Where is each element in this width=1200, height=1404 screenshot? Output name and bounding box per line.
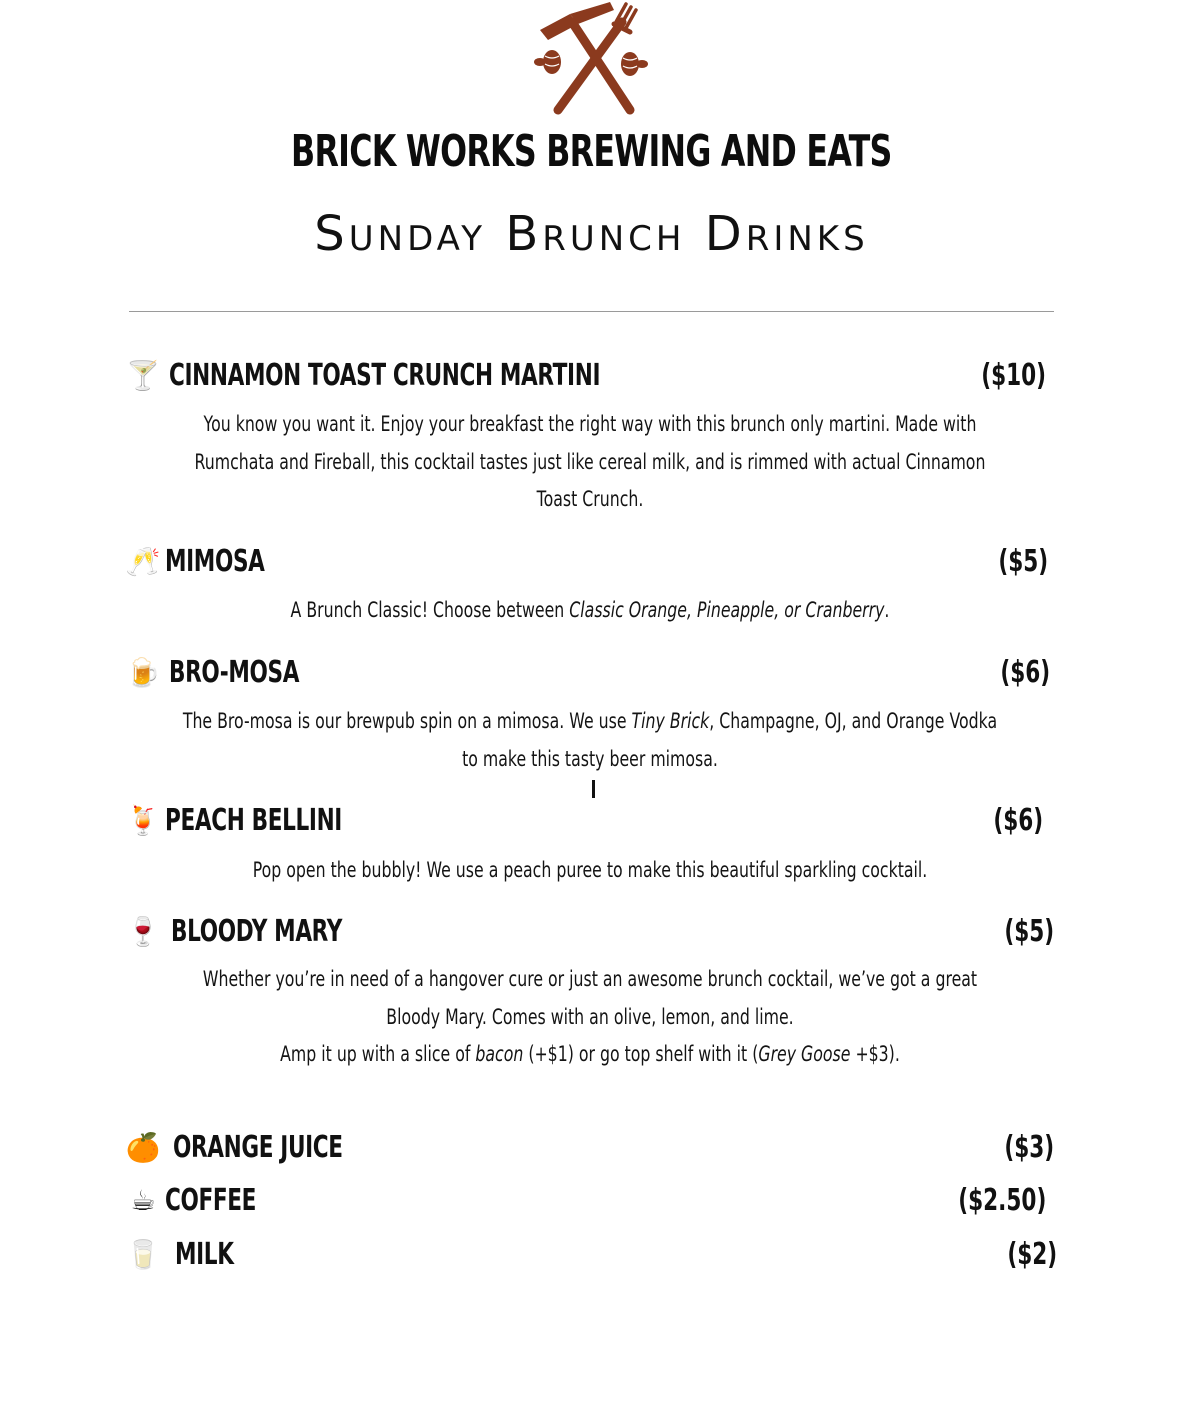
description-line: Pop open the bubbly! We use a peach puree to make this beautiful sparkling cocktail. [252,858,928,882]
desc-text: . [884,598,890,622]
desc-emphasis: Classic Orange, Pineapple, or Cranberry [569,598,885,622]
item-price: ($10) [981,358,1046,393]
item-name: ORANGE JUICE [173,1130,343,1165]
desc-text: A Brunch Classic! Choose between [290,598,570,622]
item-name: BRO-MOSA [169,655,300,690]
menu-item-peach-bellini [125,799,1060,843]
tropical-drink-icon: 🍹 [125,804,161,837]
item-description [110,703,1070,778]
desc-text: , Champagne, OJ, and Orange Vodka [709,709,998,733]
item-price: ($2.50) [957,1183,1046,1218]
description-line: Toast Crunch. [536,487,644,511]
page-title: Sunday Brunch Drinks [314,206,869,262]
menu-item-bro-mosa [125,651,1060,695]
orange-icon: 🍊 [125,1131,161,1164]
divider [129,311,1054,312]
description-line [110,703,1070,741]
martini-glass-icon: 🍸 [125,359,161,392]
brand-logo-icon [530,0,650,116]
item-description [110,961,1070,1074]
item-price: ($3) [1004,1130,1054,1165]
description-line: You know you want it. Enjoy your breakfast the right way with this brunch only martini. Made with [203,412,977,436]
champagne-glasses-icon: 🥂 [125,545,161,578]
item-name: PEACH BELLINI [165,803,342,838]
item-price: ($5) [998,544,1048,579]
item-price: ($2) [1007,1237,1057,1272]
description-line: to make this tasty beer mimosa. [462,746,718,771]
item-description [110,852,1070,890]
item-name: CINNAMON TOAST CRUNCH MARTINI [169,358,601,393]
item-name: COFFEE [165,1183,257,1218]
description-line: Rumchata and Fireball, this cocktail tastes just like cereal milk, and is rimmed with actual Cinnamon [194,449,986,474]
menu-item-orange-juice [125,1126,1060,1170]
wine-glass-icon: 🍷 [125,915,161,948]
menu-item-cinnamon-toast-crunch-martini [125,354,1060,398]
item-description [110,406,1070,519]
desc-emphasis: bacon [475,1042,524,1066]
desc-text: +$3). [850,1042,900,1066]
text-cursor [592,780,595,798]
description-line [110,592,1070,630]
description-line: Bloody Mary. Comes with an olive, lemon, and lime. [386,1004,794,1029]
desc-text: The Bro-mosa is our brewpub spin on a mimosa. We use [182,709,632,733]
item-description [110,592,1070,630]
menu-item-bloody-mary [125,910,1060,954]
item-price: ($6) [993,803,1043,838]
item-name: MILK [175,1237,234,1272]
menu-item-mimosa [125,540,1060,584]
item-name: MIMOSA [165,544,265,579]
item-price: ($5) [1004,914,1054,949]
coffee-cup-icon: ☕ [130,1184,156,1217]
restaurant-name: BRICK WORKS BREWING AND EATS [291,126,892,177]
desc-text: Amp it up with a slice of [280,1042,476,1066]
beer-mug-icon: 🍺 [125,656,161,689]
menu-item-coffee [125,1179,1060,1223]
desc-emphasis: Tiny Brick [631,709,710,733]
milk-glass-icon: 🥛 [125,1238,161,1271]
desc-emphasis: Grey Goose [758,1042,851,1066]
desc-text: (+$1) or go top shelf with it ( [523,1042,759,1066]
menu-item-milk [125,1233,1060,1277]
item-name: BLOODY MARY [171,914,343,949]
description-line: Whether you’re in need of a hangover cure or just an awesome brunch cocktail, we’ve got a great [202,967,978,991]
item-price: ($6) [1000,655,1050,690]
description-line [110,1036,1070,1074]
